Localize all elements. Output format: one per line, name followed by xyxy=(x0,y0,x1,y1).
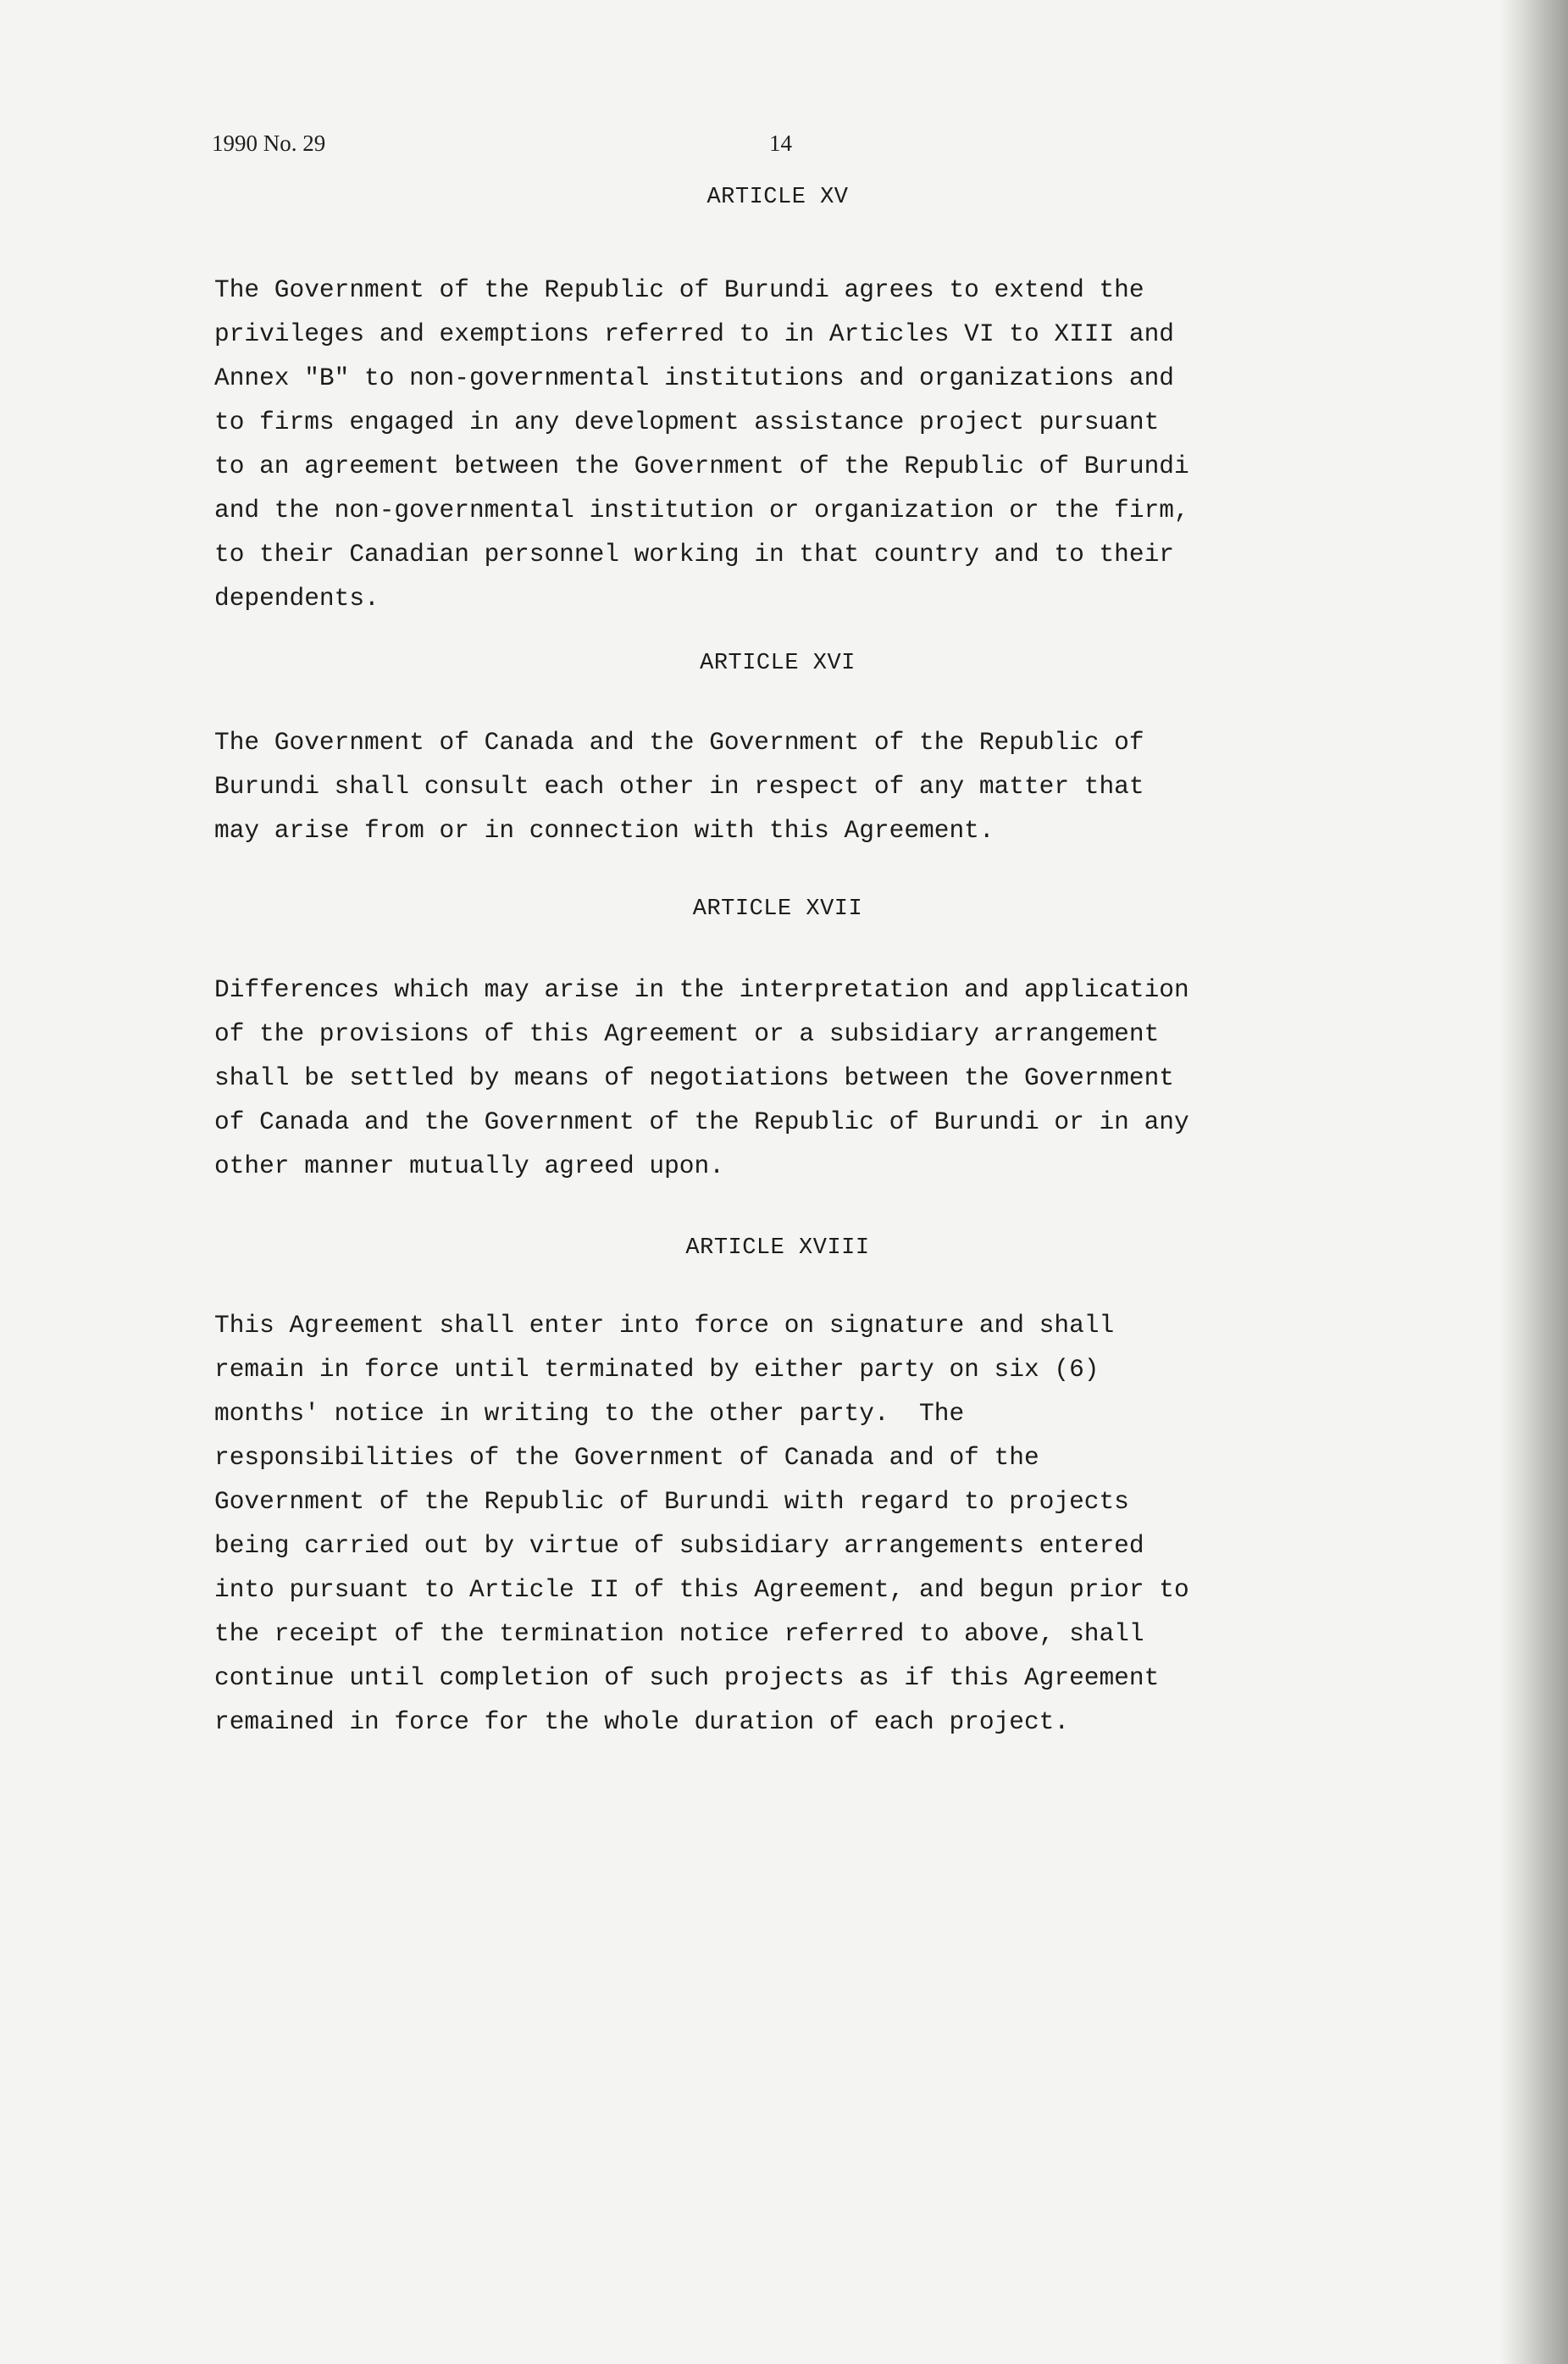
text-line: shall be settled by means of negotiations between the Government xyxy=(214,1063,1174,1092)
text-line: to their Canadian personnel working in that country and to their xyxy=(214,540,1174,569)
text-line: other manner mutually agreed upon. xyxy=(214,1151,724,1180)
text-line: The Government of Canada and the Government of the Republic of xyxy=(214,728,1144,757)
text-line: Annex "B" to non-governmental institutions and organizations and xyxy=(214,363,1174,392)
text-line: of Canada and the Government of the Republic of Burundi or in any xyxy=(214,1107,1189,1136)
text-line: Government of the Republic of Burundi with regard to projects xyxy=(214,1487,1129,1516)
text-line: to firms engaged in any development assistance project pursuant xyxy=(214,408,1160,436)
year-and-number: 1990 No. 29 xyxy=(212,130,326,156)
text-line: dependents. xyxy=(214,584,380,613)
text-line: privileges and exemptions referred to in Articles VI to XIII and xyxy=(214,319,1174,348)
article-paragraph xyxy=(214,1303,1358,1744)
document-body xyxy=(214,185,1358,1744)
page-number: 14 xyxy=(769,130,792,156)
text-line: and the non-governmental institution or organization or the firm, xyxy=(214,496,1189,524)
text-line: remain in force until terminated by either party on six (6) xyxy=(214,1355,1100,1384)
article-heading: ARTICLE XVI xyxy=(700,651,856,676)
text-line: months' notice in writing to the other party. The xyxy=(214,1399,965,1428)
text-line: The Government of the Republic of Burundi agrees to extend the xyxy=(214,275,1144,304)
text-line: Burundi shall consult each other in respect of any matter that xyxy=(214,772,1144,801)
article-heading: ARTICLE XVII xyxy=(692,896,863,922)
text-line: of the provisions of this Agreement or a subsidiary arrangement xyxy=(214,1019,1160,1048)
text-line: being carried out by virtue of subsidiary arrangements entered xyxy=(214,1531,1144,1560)
page-edge-shadow xyxy=(1500,0,1568,2364)
article-heading: ARTICLE XVIII xyxy=(685,1235,870,1261)
article-paragraph xyxy=(214,720,1358,852)
article-heading: ARTICLE XV xyxy=(706,185,849,210)
running-head xyxy=(212,127,889,161)
article-paragraph xyxy=(214,268,1358,620)
text-line: continue until completion of such projects as if this Agreement xyxy=(214,1663,1160,1692)
text-line: Differences which may arise in the interpretation and application xyxy=(214,975,1189,1004)
article-paragraph xyxy=(214,968,1358,1188)
text-line: the receipt of the termination notice referred to above, shall xyxy=(214,1619,1144,1648)
text-line: into pursuant to Article II of this Agreement, and begun prior to xyxy=(214,1575,1189,1604)
text-line: to an agreement between the Government of the Republic of Burundi xyxy=(214,452,1189,480)
text-line: responsibilities of the Government of Canada and of the xyxy=(214,1443,1039,1472)
text-line: remained in force for the whole duration of each project. xyxy=(214,1707,1070,1736)
text-line: may arise from or in connection with this Agreement. xyxy=(214,816,995,845)
text-line: This Agreement shall enter into force on signature and shall xyxy=(214,1311,1115,1340)
